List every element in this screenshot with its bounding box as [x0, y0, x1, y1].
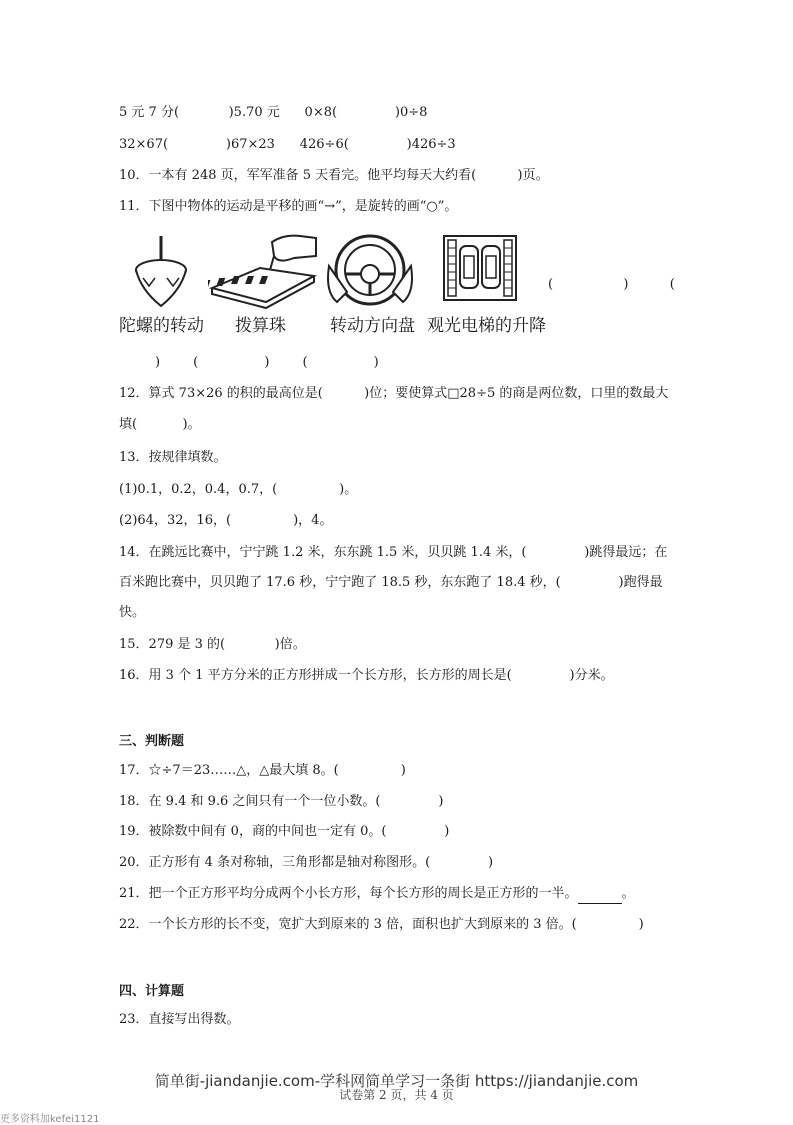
caption-steering-wheel: 转动方向盘 — [330, 316, 415, 336]
caption-spinning-top: 陀螺的转动 — [119, 316, 204, 336]
question-17: 17．☆÷7＝23……△，△最大填 8。( ) — [119, 763, 406, 778]
question-19: 19．被除数中间有 0，商的中间也一定有 0。( ) — [119, 824, 450, 839]
question-14-line-3: 快。 — [119, 605, 146, 620]
watermark-text: 简单街-jiandanjie.com-学科网简单学习一条街 https://jiandanjie.com — [154, 1072, 639, 1090]
section-3-heading: 三、判断题 — [119, 734, 185, 749]
answer-blank[interactable] — [578, 885, 622, 904]
question-20: 20．正方形有 4 条对称轴，三角形都是轴对称图形。( ) — [119, 855, 494, 870]
question-23: 23．直接写出得数。 — [119, 1012, 240, 1027]
spinning-top-picture — [133, 232, 193, 312]
question-18: 18．在 9.4 和 9.6 之间只有一个一位小数。( ) — [119, 794, 444, 809]
question-14-line-2: 百米跑比赛中，贝贝跑了 17.6 秒，宁宁跑了 18.5 秒，东东跑了 18.4 秒，( )跑得最 — [119, 575, 663, 590]
question-21 — [119, 885, 635, 904]
page-number: 试卷第 2 页，共 4 页 — [339, 1088, 454, 1102]
question-13: 13．按规律填数。 — [119, 450, 227, 465]
section-4-heading: 四、计算题 — [119, 984, 185, 999]
question-10: 10．一本有 248 页，军军准备 5 天看完。他平均每天大约看( )页。 — [119, 168, 549, 183]
question-15: 15．279 是 3 的( )倍。 — [119, 637, 306, 652]
question-11-answer-row: ) ( ) ( ) — [155, 355, 379, 370]
elevator-picture — [440, 232, 520, 304]
question-22: 22．一个长方形的长不变，宽扩大到原来的 3 倍，面积也扩大到原来的 3 倍。( ) — [119, 917, 644, 932]
question-14-line-1: 14．在跳远比赛中，宁宁跳 1.2 米，东东跳 1.5 米，贝贝跳 1.4 米，( )跳得最远；在 — [119, 545, 668, 560]
compare-row-2: 32×67( )67×23 426÷6( )426÷3 — [119, 137, 456, 152]
question-13-part-1: (1)0.1，0.2，0.4，0.7，( )。 — [119, 482, 358, 497]
caption-abacus: 拨算珠 — [235, 316, 286, 336]
caption-elevator: 观光电梯的升降 — [427, 316, 546, 336]
steering-wheel-picture — [325, 232, 415, 310]
corner-contact-text: 更多资料加kefei1121 — [0, 1114, 100, 1125]
question-11-answer-brackets: ( ) ( — [548, 277, 675, 292]
question-16: 16．用 3 个 1 平方分米的正方形拼成一个长方形，长方形的周长是( )分米。 — [119, 668, 614, 683]
question-11: 11．下图中物体的运动是平移的画“→”，是旋转的画“○”。 — [119, 199, 458, 214]
compare-row-1: 5 元 7 分( )5.70 元 0×8( )0÷8 — [119, 105, 428, 120]
question-21-end: 。 — [621, 886, 635, 901]
question-12-line-1: 12．算式 73×26 的积的最高位是( )位；要使算式□28÷5 的商是两位数，口里的数最大 — [119, 386, 669, 401]
question-12-line-2: 填( )。 — [119, 417, 201, 432]
question-13-part-2: (2)64，32，16，( )，4。 — [119, 513, 333, 528]
question-21-text: 21．把一个正方形平均分成两个小长方形，每个长方形的周长是正方形的一半。 — [119, 886, 578, 901]
abacus-picture — [208, 232, 318, 310]
